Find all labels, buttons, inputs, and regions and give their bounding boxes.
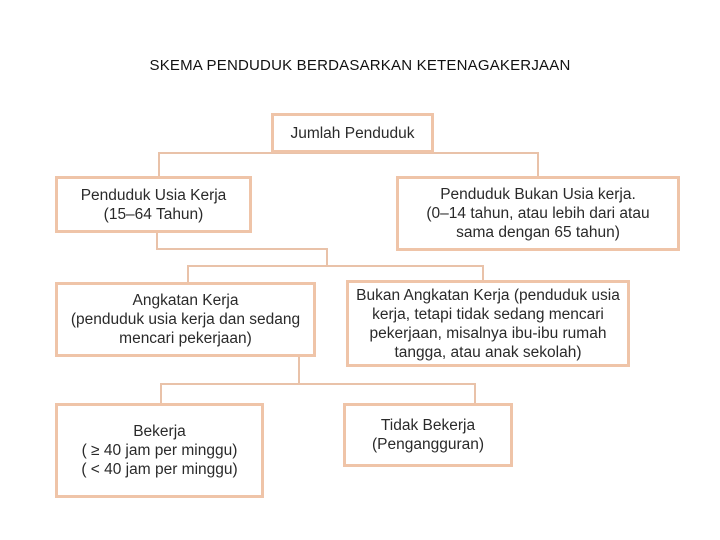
- node-label-line: Bukan Angkatan Kerja (penduduk usia: [356, 286, 620, 304]
- node-label-line: tangga, atau anak sekolah): [394, 343, 582, 361]
- node-angkatan-kerja: [55, 282, 316, 357]
- node-bekerja: [55, 403, 264, 498]
- connector-level3-drop: [298, 375, 300, 384]
- connector-level2-drop: [326, 248, 328, 266]
- connector-to-bekerja: [160, 383, 162, 404]
- connector-to-usia-kerja: [158, 152, 160, 176]
- node-penduduk-bukan-usia-kerja: [396, 176, 680, 251]
- connector-to-angkatan-kerja: [187, 265, 189, 283]
- connector-to-tidak-bekerja: [474, 383, 476, 404]
- node-label-line: Angkatan Kerja: [132, 292, 239, 309]
- node-label-line: mencari pekerjaan): [119, 330, 252, 347]
- connector-level3-horizontal: [160, 383, 476, 385]
- connector-usia-kerja-stem: [156, 231, 158, 248]
- node-label-line: (15–64 Tahun): [103, 205, 204, 223]
- node-label-line: kerja, tetapi tidak sedang mencari: [372, 305, 604, 323]
- node-label-line: Jumlah Penduduk: [290, 124, 415, 142]
- node-label-line: ( ≥ 40 jam per minggu): [81, 442, 238, 459]
- diagram-title: SKEMA PENDUDUK BERDASARKAN KETENAGAKERJAAN: [149, 57, 571, 74]
- node-label-line: ( < 40 jam per minggu): [81, 461, 238, 478]
- node-jumlah-penduduk: [271, 113, 434, 153]
- node-label-line: (Pengangguran): [371, 436, 485, 453]
- connector-to-bukan-usia-kerja: [537, 152, 539, 177]
- node-label-line: pekerjaan, misalnya ibu-ibu rumah: [369, 324, 607, 342]
- node-label-line: sama dengan 65 tahun): [456, 224, 620, 241]
- node-bukan-angkatan-kerja: [346, 280, 630, 367]
- node-penduduk-usia-kerja: [55, 176, 252, 233]
- node-label-line: Tidak Bekerja: [380, 417, 476, 434]
- node-tidak-bekerja: [343, 403, 513, 467]
- connector-level2-horizontal: [187, 265, 484, 267]
- node-label-line: Penduduk Usia Kerja: [80, 186, 227, 204]
- node-label-line: (0–14 tahun, atau lebih dari atau: [426, 205, 650, 222]
- node-label-line: Penduduk Bukan Usia kerja.: [440, 186, 636, 203]
- node-label-line: (penduduk usia kerja dan sedang: [70, 311, 301, 328]
- node-label-line: Bekerja: [133, 423, 186, 440]
- connector-to-bukan-angkatan-kerja: [482, 265, 484, 281]
- connector-level2-top: [156, 248, 328, 250]
- connector-angkatan-kerja-stem: [298, 355, 300, 377]
